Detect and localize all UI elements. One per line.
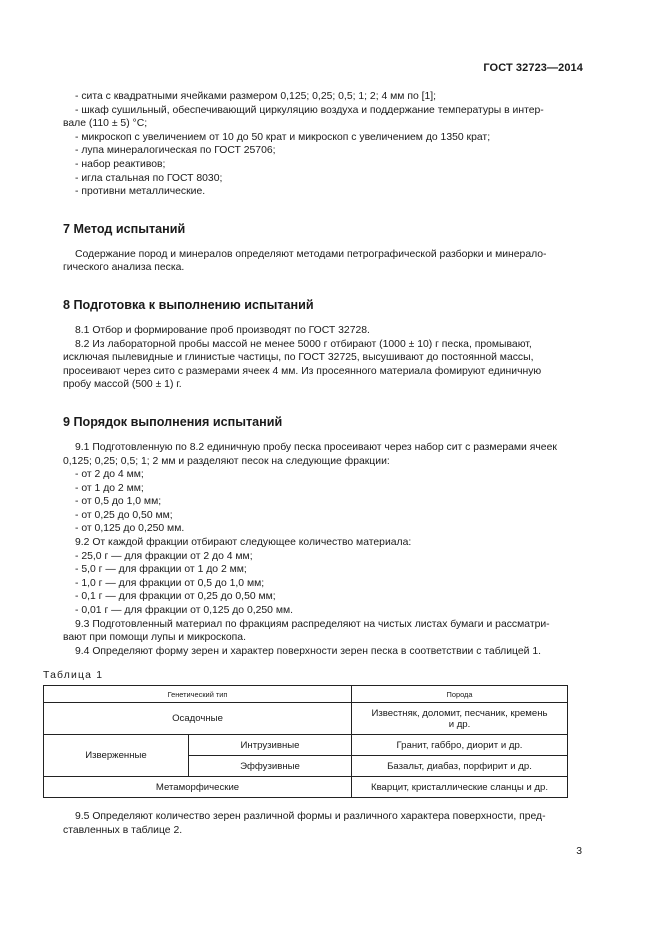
list-item: - шкаф сушильный, обеспечивающий циркуляцию воздуха и поддержание температуры в интер- [75, 104, 544, 116]
header-genetic-type: Генетический тип [44, 686, 352, 703]
cell-effusive-subtype: Эффузивные [189, 756, 352, 777]
paragraph-line: исключая пылевидные и глинистые частицы, по ГОСТ 32725, высушивают до постоянной массы, [63, 352, 534, 364]
list-item: - от 0,5 до 1,0 мм; [75, 496, 162, 508]
table-row [44, 703, 568, 735]
list-item: - от 1 до 2 мм; [75, 482, 144, 494]
list-item: - 0,1 г — для фракции от 0,25 до 0,50 мм; [75, 591, 276, 603]
list-item: - сита с квадратными ячейками размером 0,125; 0,25; 0,5; 1; 2; 4 мм по [1]; [75, 91, 437, 102]
cell-metamorphic-type: Метаморфические [44, 777, 352, 798]
header-rock: Порода [352, 686, 568, 703]
cell-igneous-type: Изверженные [44, 735, 189, 777]
paragraph-line: 9.1 Подготовленную по 8.2 единичную пробу песка просеивают через набор сит с размерами ячеек [75, 441, 557, 453]
section-8-body [63, 324, 582, 392]
paragraph-line: Содержание пород и минералов определяют методами петрографической разборки и минерало- [75, 248, 547, 260]
section-8-heading: 8 Подготовка к выполнению испытаний [63, 297, 314, 312]
cell-sedimentary-type: Осадочные [44, 703, 352, 735]
cell-intrusive-rock: Гранит, габбро, диорит и др. [352, 735, 568, 756]
section-7-body [63, 248, 582, 275]
paragraph-line: 0,125; 0,25; 0,5; 1; 2 мм и разделяют песок на следующие фракции: [63, 455, 390, 467]
list-item: - микроскоп с увеличением от 10 до 50 крат и микроскоп с увеличением до 1350 крат; [75, 131, 491, 143]
standard-code: ГОСТ 32723—2014 [483, 62, 583, 74]
list-item: - 1,0 г — для фракции от 0,5 до 1,0 мм; [75, 577, 265, 589]
paragraph-line: пробу массой (500 ± 1) г. [63, 379, 182, 391]
cell-text: Известняк, доломит, песчаник, кремень [371, 707, 548, 719]
paragraph-line: 9.4 Определяют форму зерен и характер поверхности зерен песка в соответствии с таблицей 1. [75, 645, 542, 657]
cell-text: и др. [448, 718, 471, 730]
paragraph-line: 9.3 Подготовленный материал по фракциям распределяют на чистых листах бумаги и рассматри- [75, 618, 550, 630]
cell-sedimentary-rock [352, 703, 568, 735]
page-number: 3 [576, 846, 582, 857]
paragraph-line: вают при помощи лупы и микроскопа. [63, 632, 246, 644]
table-row [44, 735, 568, 756]
paragraph-line: 8.1 Отбор и формирование проб производят по ГОСТ 32728. [75, 324, 370, 336]
paragraph-line: 8.2 Из лабораторной пробы массой не менее 5000 г отбирают (1000 ± 10) г песка, промывают, [75, 338, 532, 350]
table-caption: Таблица 1 [43, 670, 104, 682]
paragraph-line: просеивают через сито с размерами ячеек 4 мм. Из просеянного материала фомируют единичную [63, 365, 542, 377]
list-item: - 0,01 г — для фракции от 0,125 до 0,250 мм. [75, 605, 294, 617]
cell-intrusive-subtype: Интрузивные [189, 735, 352, 756]
section-9-heading: 9 Порядок выполнения испытаний [63, 414, 283, 429]
list-item: - от 0,125 до 0,250 мм. [75, 523, 185, 535]
paragraph-line: 9.2 От каждой фракции отбирают следующее количество материала: [75, 537, 412, 549]
list-item: - 25,0 г — для фракции от 2 до 4 мм; [75, 550, 253, 562]
paragraph-line: гического анализа песка. [63, 262, 185, 274]
list-item: - набор реактивов; [75, 158, 166, 170]
section-9-body [63, 441, 582, 659]
cell-effusive-rock: Базальт, диабаз, порфирит и др. [352, 756, 568, 777]
main-content [43, 90, 582, 682]
table-row [44, 777, 568, 798]
paragraph-line: 9.5 Определяют количество зерен различной формы и различного характера поверхности, пред- [75, 811, 546, 822]
list-item: - игла стальная по ГОСТ 8030; [75, 172, 223, 184]
list-item: - от 2 до 4 мм; [75, 469, 144, 481]
section-7-heading: 7 Метод испытаний [63, 221, 186, 236]
list-item: - от 0,25 до 0,50 мм; [75, 509, 173, 521]
paragraph-line: ставленных в таблице 2. [63, 824, 183, 836]
list-item: - 5,0 г — для фракции от 1 до 2 мм; [75, 564, 247, 576]
section-9-5 [63, 810, 582, 837]
list-item: - противни металлические. [75, 186, 206, 198]
rock-types-table [43, 685, 568, 798]
list-item-continuation: вале (110 ± 5) °С; [63, 118, 148, 130]
cell-metamorphic-rock: Кварцит, кристаллические сланцы и др. [352, 777, 568, 798]
table-header-row [44, 686, 568, 703]
equipment-list [63, 90, 582, 199]
list-item: - лупа минералогическая по ГОСТ 25706; [75, 145, 276, 157]
